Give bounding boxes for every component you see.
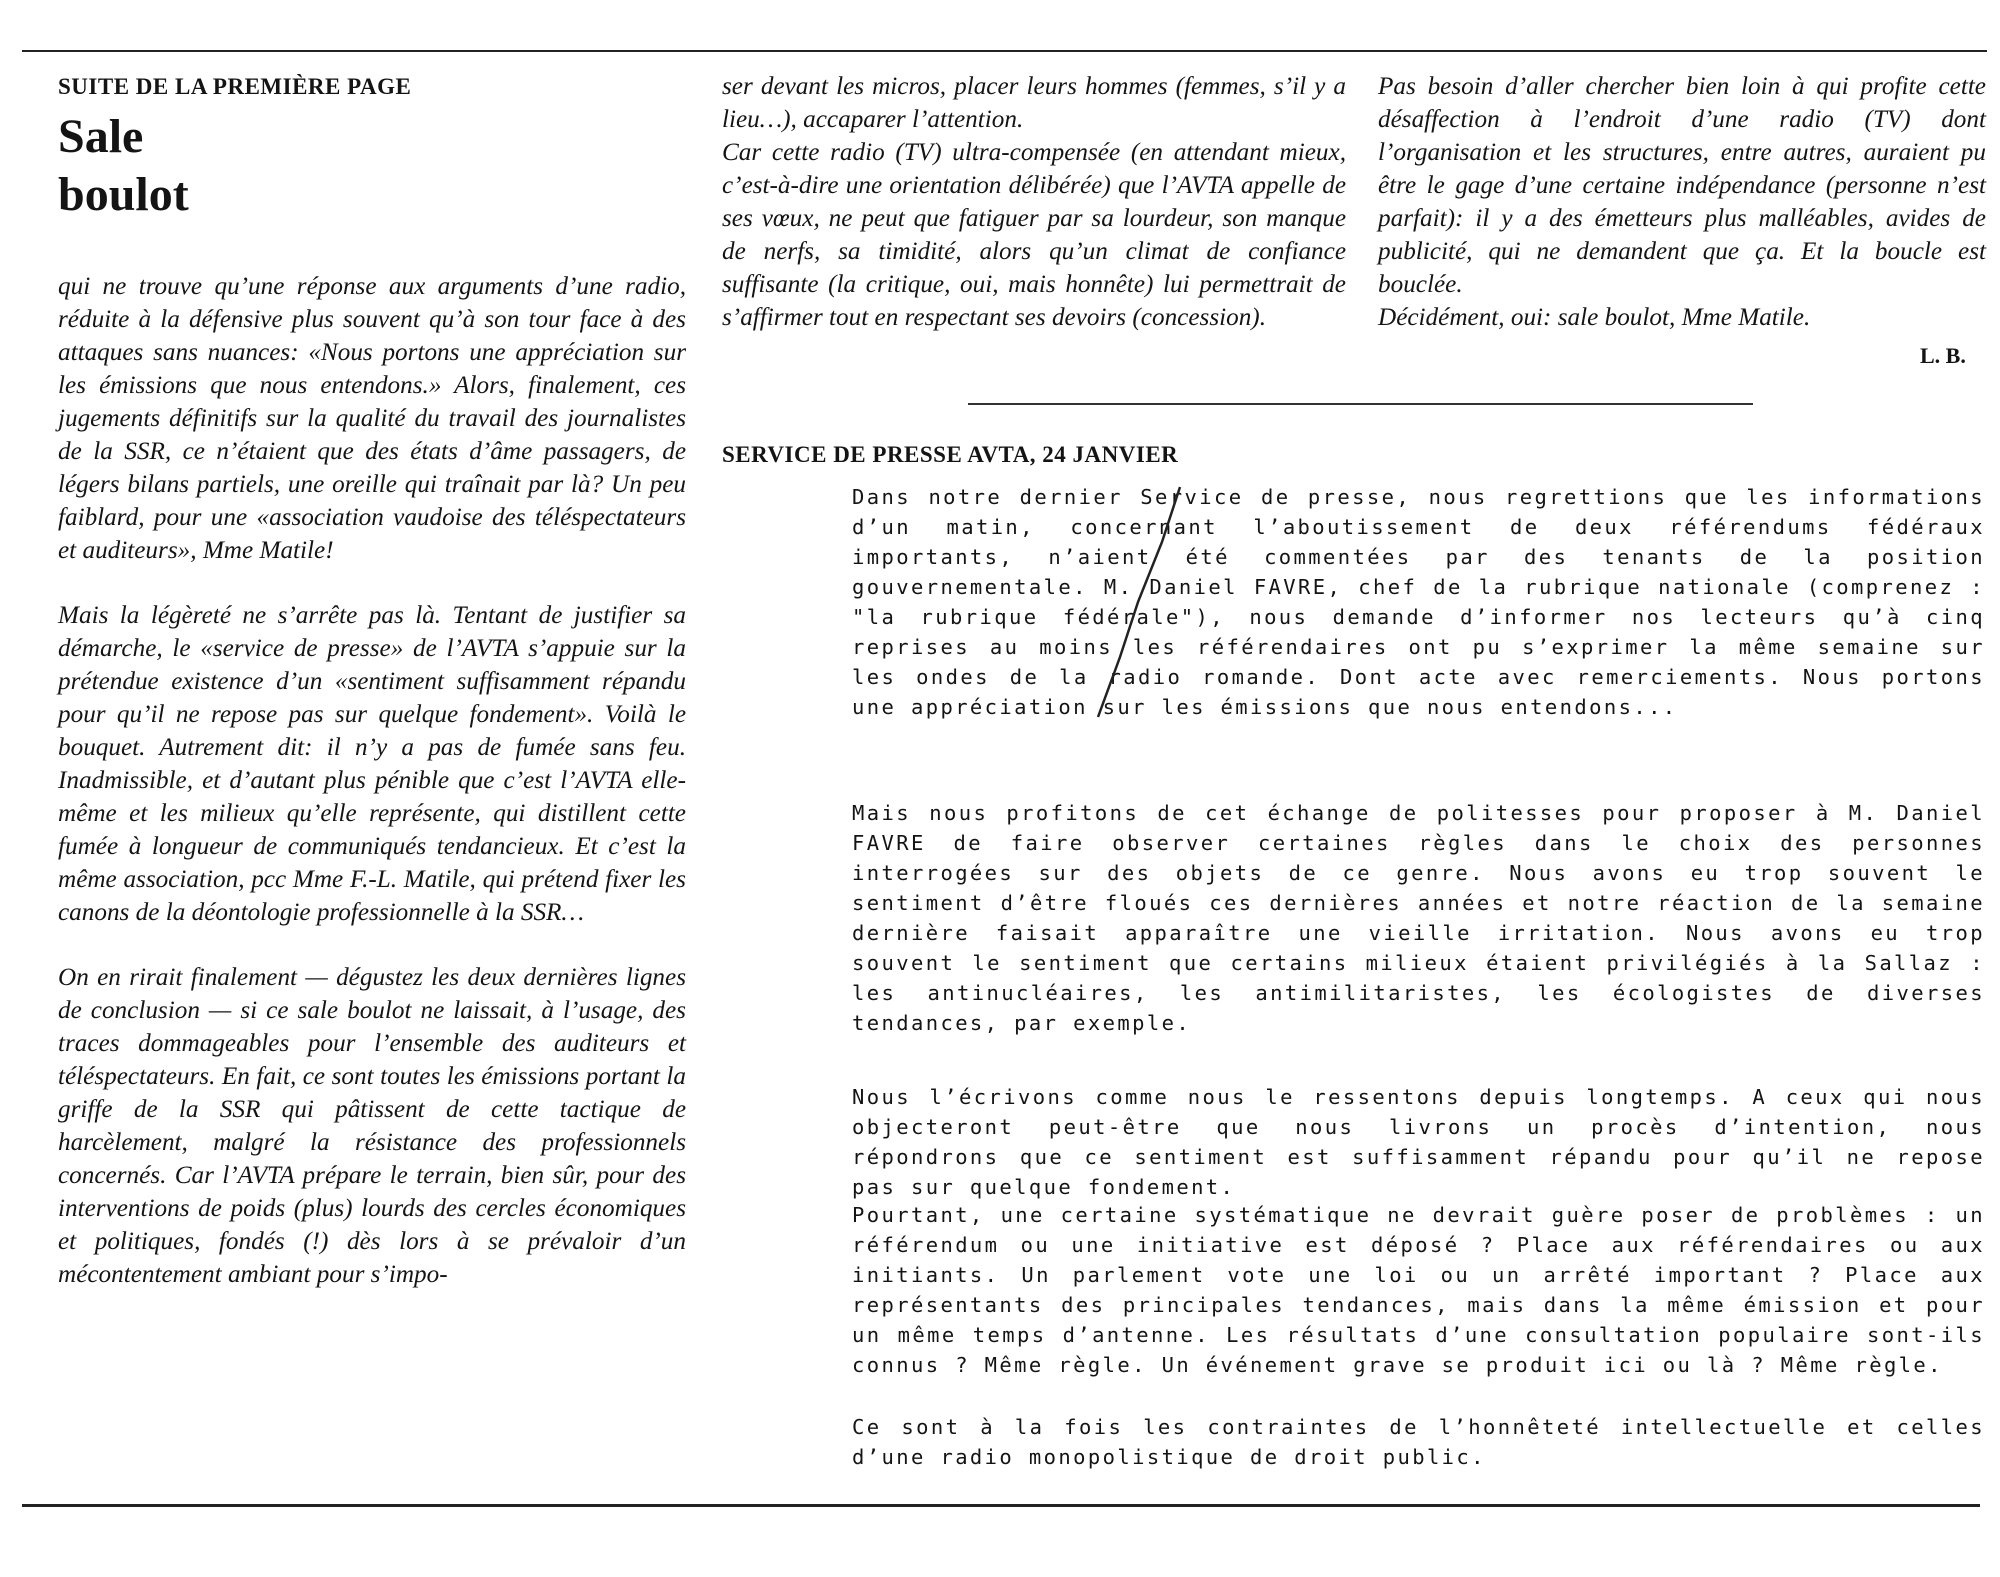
paragraph: On en rirait finalement — dégustez les deux dernières lignes de conclusion — si ce sale boulot ne laissait, à l’usage, des traces dommageables pour l’ensemble des auditeurs et téléspectateurs. En fait, ce sont toutes les émissions portant la griffe de la SSR qui pâtissent de cette tactique de harcèlement, malgré la résistance des professionnels concernés. Car l’AVTA prépare le terrain, bien sûr, pour des interventions de poids (plus) lourds des cercles économiques et politiques, fondés (!) dès lors à se prévaloir d’un mécontentement ambiant pour s’impo-: [58, 964, 686, 1288]
headline: [58, 108, 189, 224]
paragraph: Décidément, oui: sale boulot, Mme Matile.: [1378, 304, 1811, 331]
paragraph: Pas besoin d’aller chercher bien loin à qui profite cette désaffection à l’endroit d’une radio (TV) dont l’organisation et les structures, entre autres, auraient pu être le gage d’une certaine indépendance (personne n’est parfait): il y a des émetteurs plus malléables, avides de publicité, qui ne demandent que ça. Et la boucle est bouclée.: [1378, 73, 1986, 298]
press-paragraph: Ce sont à la fois les contraintes de l’honnêteté intellectuelle et celles d’une radio monopolistique de droit public.: [852, 1415, 1985, 1469]
right-column: [1378, 70, 1986, 334]
paragraph: ser devant les micros, placer leurs hommes (femmes, s’il y a lieu…), accaparer l’attention.: [722, 73, 1346, 133]
left-column: [58, 270, 686, 1291]
press-paragraph: Mais nous profitons de cet échange de politesses pour proposer à M. Daniel FAVRE de faire observer certaines règles dans le choix des personnes interrogées sur des objets de ce genre. Nous avons eu trop souvent le sentiment d’être floués ces dernières années et notre réaction de la semaine dernière faisait apparaître une vieille irritation. Nous avons eu trop souvent le sentiment que certains milieux étaient privilégiés à la Sallaz : les antinucléaires, les antimilitaristes, les écologistes de diverses tendances, par exemple.: [852, 801, 1985, 1035]
press-paragraph: Pourtant, une certaine systématique ne devrait guère poser de problèmes : un référendum ou une initiative est déposé ? Place aux référendaires ou aux initiants. Un parlement vote une loi ou un arrêté important ? Place aux représentants des principales tendances, mais dans la même émission et pour un même temps d’antenne. Les résultats d’une consultation populaire sont-ils connus ? Même règle. Un événement grave se produit ici ou là ? Même règle.: [852, 1203, 1985, 1377]
middle-column: [722, 70, 1346, 334]
kicker-suite: SUITE DE LA PREMIÈRE PAGE: [58, 74, 412, 99]
press-paragraph: Nous l’écrivons comme nous le ressentons depuis longtemps. A ceux qui nous objecteront peut-être que nous livrons un procès d’intention, nous répondrons que ce sentiment est suffisamment répandu pour qu’il ne repose pas sur quelque fondement.: [852, 1085, 1985, 1199]
headline-line-2: boulot: [58, 168, 189, 221]
paragraph: Mais la légèreté ne s’arrête pas là. Tentant de justifier sa démarche, le «service de presse» de l’AVTA s’appuie sur la prétendue existence d’un «sentiment suffisamment répandu pour qu’il ne repose pas sur quelque fondement». Voilà le bouquet. Autrement dit: il n’y a pas de fumée sans feu. Inadmissible, et d’autant plus pénible que c’est l’AVTA elle-même et les milieux qu’elle représente, qui distillent cette fumée à longueur de communiqués tendancieux. Et c’est la même association, pcc Mme F.-L. Matile, qui prétend fixer les canons de la déontologie professionnelle à la SSR…: [58, 602, 686, 926]
headline-line-1: Sale: [58, 110, 144, 163]
press-paragraph: Dans notre dernier Service de presse, nous regrettions que les informations d’un matin, concernant l’aboutissement de deux référendums fédéraux importants, n’aient été commentées par des tenants de la position gouvernementale. M. Daniel FAVRE, chef de la rubrique nationale (comprenez : "la rubrique fédérale"), nous demande d’informer nos lecteurs qu’à cinq reprises au moins les référendaires ont pu s’exprimer la même semaine sur les ondes de la radio romande. Dont acte avec remerciements. Nous portons une appréciation sur les émissions que nous entendons...: [852, 485, 1985, 719]
section-divider: [968, 403, 1753, 405]
signature: L. B.: [1920, 343, 1966, 368]
press-title: SERVICE DE PRESSE AVTA, 24 JANVIER: [722, 442, 1179, 467]
paragraph: qui ne trouve qu’une réponse aux arguments d’une radio, réduite à la défensive plus souvent qu’à son tour face à des attaques sans nuances: «Nous portons une appréciation sur les émissions que nous entendons.» Alors, finalement, ces jugements définitifs sur la qualité du travail des journalistes de la SSR, ce n’étaient que des états d’âme passagers, de légers bilans partiels, une oreille qui traînait par là? Un peu faiblard, pour une «association vaudoise des téléspectateurs et auditeurs», Mme Matile!: [58, 273, 686, 564]
bottom-rule: [22, 1504, 1980, 1507]
top-rule: [22, 50, 1987, 52]
paragraph: Car cette radio (TV) ultra-compensée (en attendant mieux, c’est-à-dire une orientation délibérée) que l’AVTA appelle de ses vœux, ne peut que fatiguer par sa lourdeur, son manque de nerfs, sa timidité, alors qu’un climat de confiance suffisante (la critique, oui, mais honnête) lui permettrait de s’affirmer tout en respectant ses devoirs (concession).: [722, 139, 1346, 331]
